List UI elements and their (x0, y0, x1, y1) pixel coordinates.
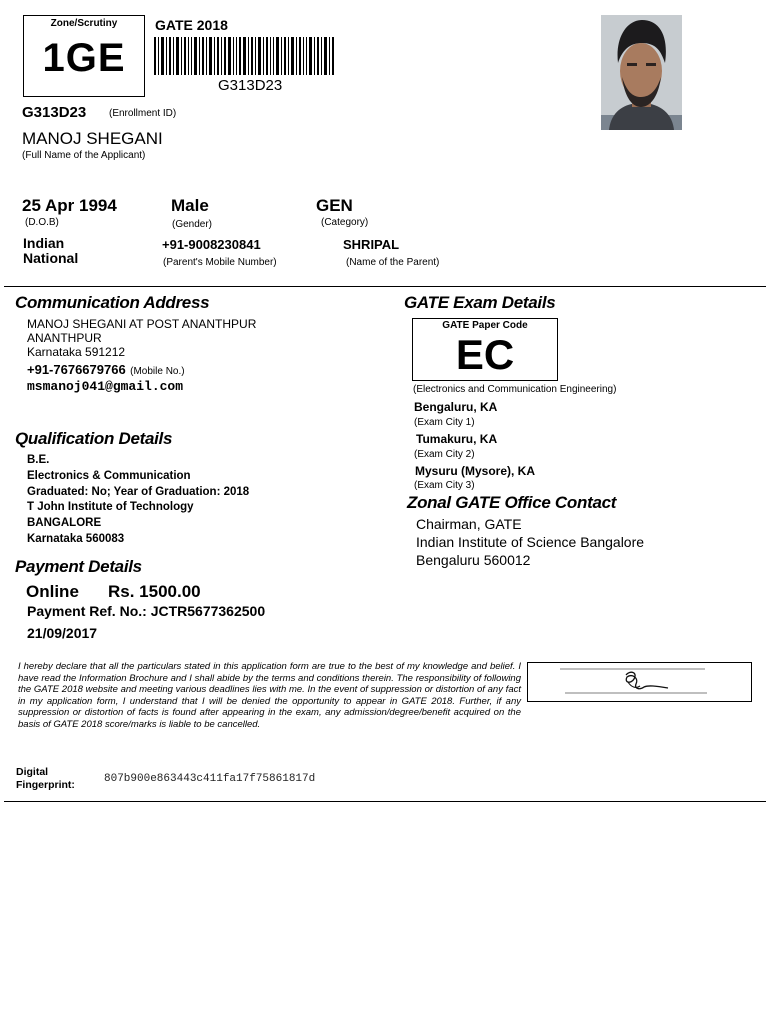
dob-value: 25 Apr 1994 (22, 196, 117, 215)
qualification-institute: T John Institute of Technology (27, 501, 194, 514)
mobile-label: (Mobile No.) (130, 366, 185, 377)
gender-label: (Gender) (172, 219, 213, 230)
zonal-contact (416, 515, 644, 569)
email-address: msmanoj041@gmail.com (27, 379, 184, 394)
fingerprint-label (16, 766, 75, 791)
parent-name: SHRIPAL (343, 237, 400, 252)
exam-heading: GATE Exam Details (404, 293, 556, 312)
barcode-icon (152, 37, 336, 75)
exam-city-2: Tumakuru, KA (416, 432, 498, 446)
nationality (23, 236, 78, 266)
paper-name: (Electronics and Communication Engineering) (413, 384, 617, 395)
fingerprint-label-line2: Fingerprint: (16, 778, 75, 791)
exam-title: GATE 2018 (155, 17, 228, 33)
address-line2: ANANTHPUR (27, 331, 102, 345)
exam-city-1-label: (Exam City 1) (414, 417, 475, 428)
payment-amount: Rs. 1500.00 (108, 582, 201, 601)
fingerprint-label-line1: Digital (16, 766, 49, 778)
parent-mobile: +91-9008230841 (162, 237, 261, 252)
qualification-graduation: Graduated: No; Year of Graduation: 2018 (27, 485, 250, 498)
divider-top (4, 286, 766, 287)
applicant-name-label: (Full Name of the Applicant) (22, 150, 146, 161)
applicant-name: MANOJ SHEGANI (22, 129, 163, 148)
qualification-city: BANGALORE (27, 517, 102, 530)
zone-code: 1GE (42, 36, 126, 80)
paper-code-label: GATE Paper Code (442, 320, 528, 331)
communication-heading: Communication Address (15, 293, 210, 312)
communication-address (27, 317, 256, 359)
declaration-text: I hereby declare that all the particulars stated in this application form are true to the best of my knowledge and belief. I have read the Information Brochure and I shall abide by the terms and conditions therein. The responsibility of following the GATE 2018 website and meeting various deadlines lies with me. In the event of suppression or distortion of any fact in my application form, I understand that I will be denied the opportunity to appear in GATE 2018. Further, if any suppression or distortion of facts is found after appearing in the exam, any admission/degree/benefit acquired on the basis of GATE 2018 score/marks is liable to be cancelled. (18, 661, 521, 730)
qualification-branch: Electronics & Communication (27, 469, 191, 482)
exam-city-1: Bengaluru, KA (414, 400, 498, 414)
zone-label: Zone/Scrutiny (50, 18, 118, 29)
zonal-heading: Zonal GATE Office Contact (407, 493, 617, 512)
enrollment-id: G313D23 (22, 104, 87, 121)
qualification-heading: Qualification Details (15, 429, 173, 448)
dob-label: (D.O.B) (25, 217, 59, 228)
mobile-number: +91-7676679766 (27, 362, 126, 377)
nationality-line1: Indian (23, 235, 65, 251)
paper-code: EC (455, 331, 515, 378)
enrollment-id-label: (Enrollment ID) (109, 108, 177, 119)
barcode-text: G313D23 (218, 77, 283, 94)
parent-name-label: (Name of the Parent) (346, 257, 440, 268)
nationality-line2: National (23, 250, 79, 266)
exam-city-3: Mysuru (Mysore), KA (415, 464, 536, 478)
zonal-line1: Chairman, GATE (416, 516, 522, 532)
category-value: GEN (316, 196, 353, 215)
qualification-state: Karnataka 560083 (27, 532, 125, 545)
applicant-photo (601, 15, 682, 130)
divider-bottom (4, 801, 766, 802)
fingerprint-value: 807b900e863443c411fa17f75861817d (104, 773, 316, 785)
category-label: (Category) (321, 217, 369, 228)
payment-mode: Online (26, 582, 79, 601)
payment-reference: Payment Ref. No.: JCTR5677362500 (27, 603, 266, 619)
qualification-list (27, 453, 249, 548)
exam-city-2-label: (Exam City 2) (414, 449, 475, 460)
zonal-line3: Bengaluru 560012 (416, 552, 531, 568)
address-line3: Karnataka 591212 (27, 345, 126, 359)
exam-city-3-label: (Exam City 3) (414, 480, 475, 491)
zonal-line2: Indian Institute of Science Bangalore (416, 534, 645, 550)
payment-heading: Payment Details (15, 557, 142, 576)
payment-date: 21/09/2017 (27, 625, 98, 641)
qualification-degree: B.E. (27, 454, 50, 466)
gender-value: Male (171, 196, 209, 215)
signature-image (560, 664, 710, 700)
address-line1: MANOJ SHEGANI AT POST ANANTHPUR (27, 317, 257, 331)
parent-mobile-label: (Parent's Mobile Number) (163, 257, 277, 268)
mobile-row (27, 361, 185, 379)
